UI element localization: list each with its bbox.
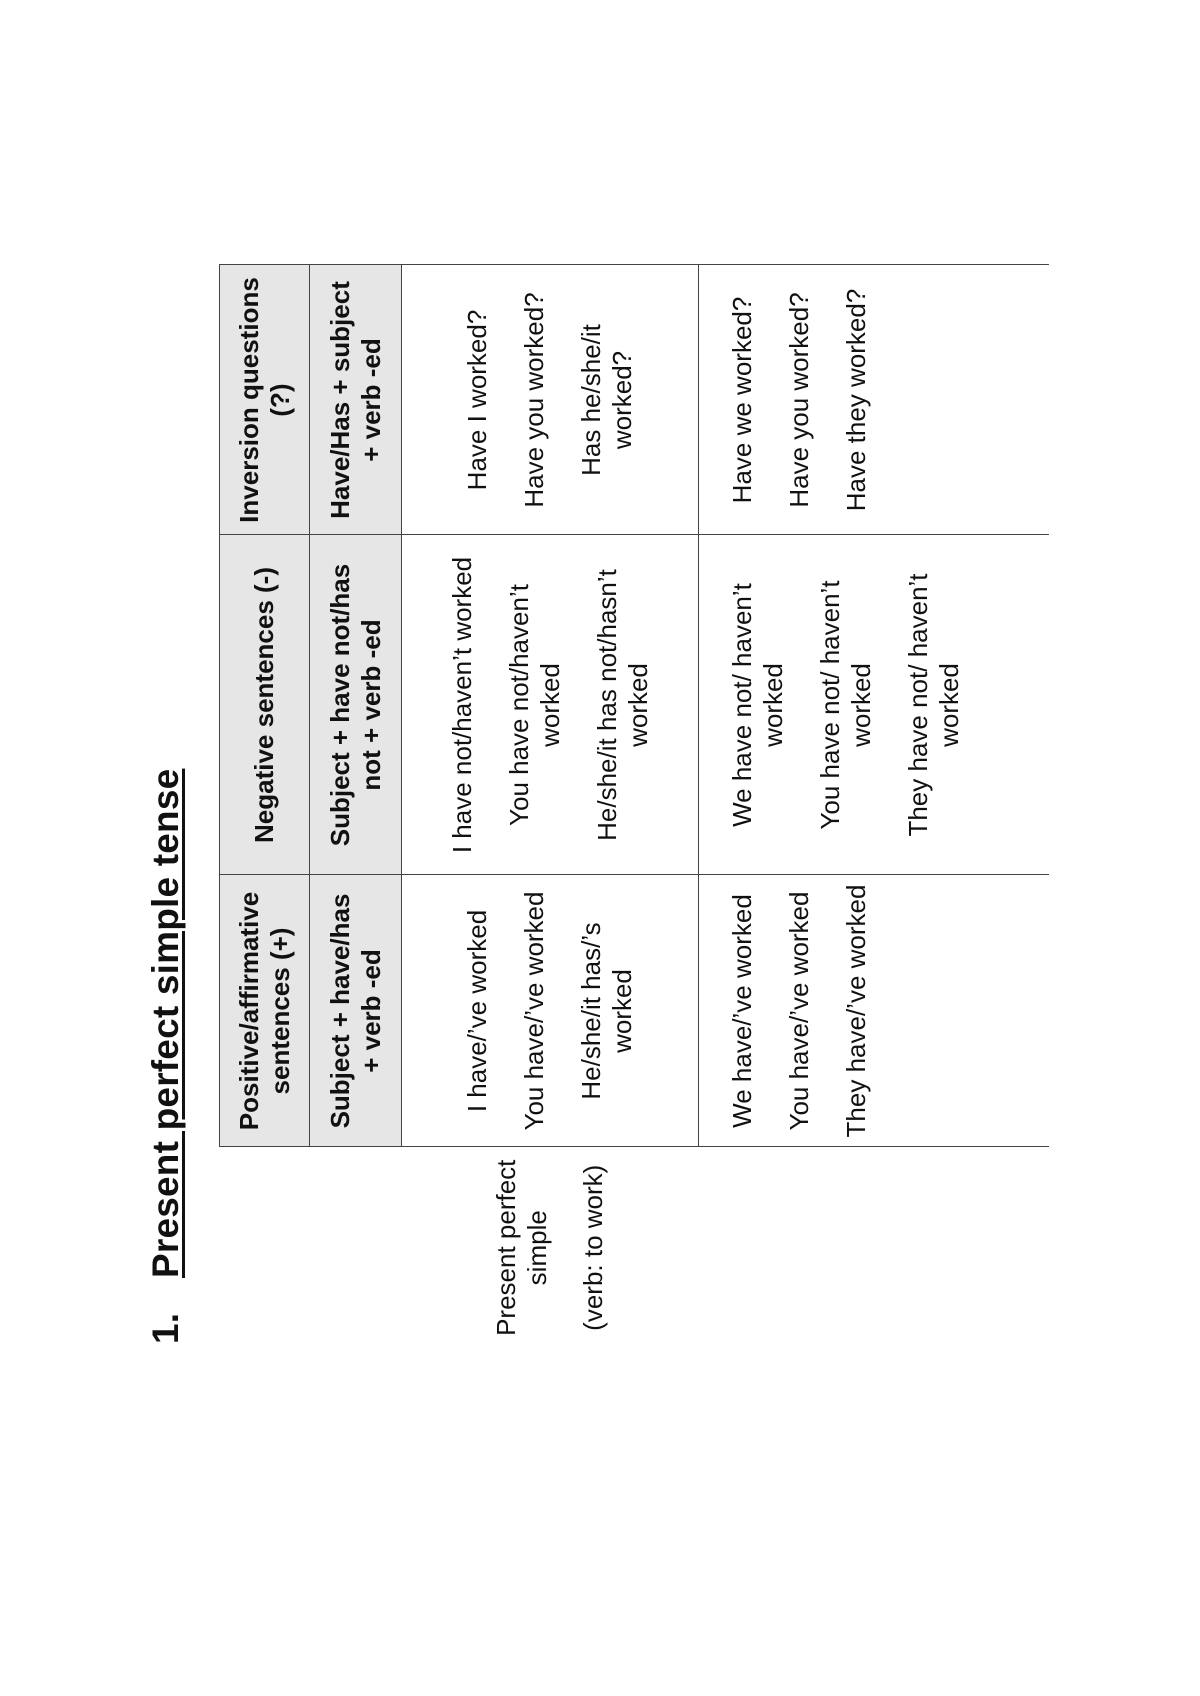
header-positive: Positive/affirmative sentences (+) <box>220 875 310 1147</box>
plural-positive-cell <box>699 875 1049 1147</box>
singular-negative-he: He/she/it has not/hasn’t worked <box>591 569 653 841</box>
singular-positive-cell <box>402 875 699 1147</box>
formula-row <box>310 265 402 1348</box>
formula-positive: Subject + have/has + verb -ed <box>310 875 402 1147</box>
singular-negative-you: You have not/haven’t worked <box>503 584 565 826</box>
singular-row <box>402 265 699 1348</box>
plural-question-you: Have you worked? <box>784 292 814 508</box>
title-number: 1. <box>145 1312 186 1344</box>
singular-positive-i: I have/’ve worked <box>462 909 492 1113</box>
row-label-cell <box>402 1147 699 1348</box>
singular-question-he: Has he/she/it worked? <box>576 324 637 476</box>
plural-negative-cell <box>699 535 1049 875</box>
plural-row <box>699 265 1049 1348</box>
empty-label-cell <box>310 1147 402 1348</box>
title-text: Present perfect simple tense <box>145 768 186 1278</box>
empty-corner-cell <box>220 1147 310 1348</box>
formula-negative: Subject + have not/has not + verb -ed <box>310 535 402 875</box>
empty-plural-label-cell <box>699 1147 1049 1348</box>
plural-negative-they: They have not/ haven’t worked <box>903 573 964 837</box>
plural-positive-you: You have/’ve worked <box>784 891 814 1131</box>
singular-question-i: Have I worked? <box>462 309 492 491</box>
plural-question-they: Have they worked? <box>841 288 871 512</box>
header-row <box>220 265 310 1348</box>
header-questions: Inversion questions (?) <box>220 265 310 535</box>
singular-question-you: Have you worked? <box>519 292 549 508</box>
plural-positive-they: They have/’ve worked <box>841 884 871 1138</box>
page-title <box>145 769 187 1344</box>
singular-questions-cell <box>402 265 699 535</box>
plural-question-we: Have we worked? <box>727 296 757 504</box>
plural-negative-you: You have not/ haven’t worked <box>815 580 876 830</box>
singular-positive-he: He/she/it has/’s worked <box>576 922 637 1100</box>
row-label-tense: Present perfect simple <box>491 1159 552 1336</box>
singular-negative-i: I have not/haven’t worked <box>446 556 477 854</box>
plural-questions-cell <box>699 265 1049 535</box>
plural-positive-we: We have/’ve worked <box>727 894 757 1128</box>
singular-negative-cell <box>402 535 699 875</box>
singular-positive-you: You have/’ve worked <box>519 891 549 1131</box>
formula-questions: Have/Has + subject + verb -ed <box>310 265 402 535</box>
header-negative: Negative sentences (-) <box>220 535 310 875</box>
plural-negative-we: We have not/ haven’t worked <box>727 583 788 827</box>
tense-table <box>219 265 1049 1349</box>
row-label-verb: (verb: to work) <box>578 1164 608 1331</box>
